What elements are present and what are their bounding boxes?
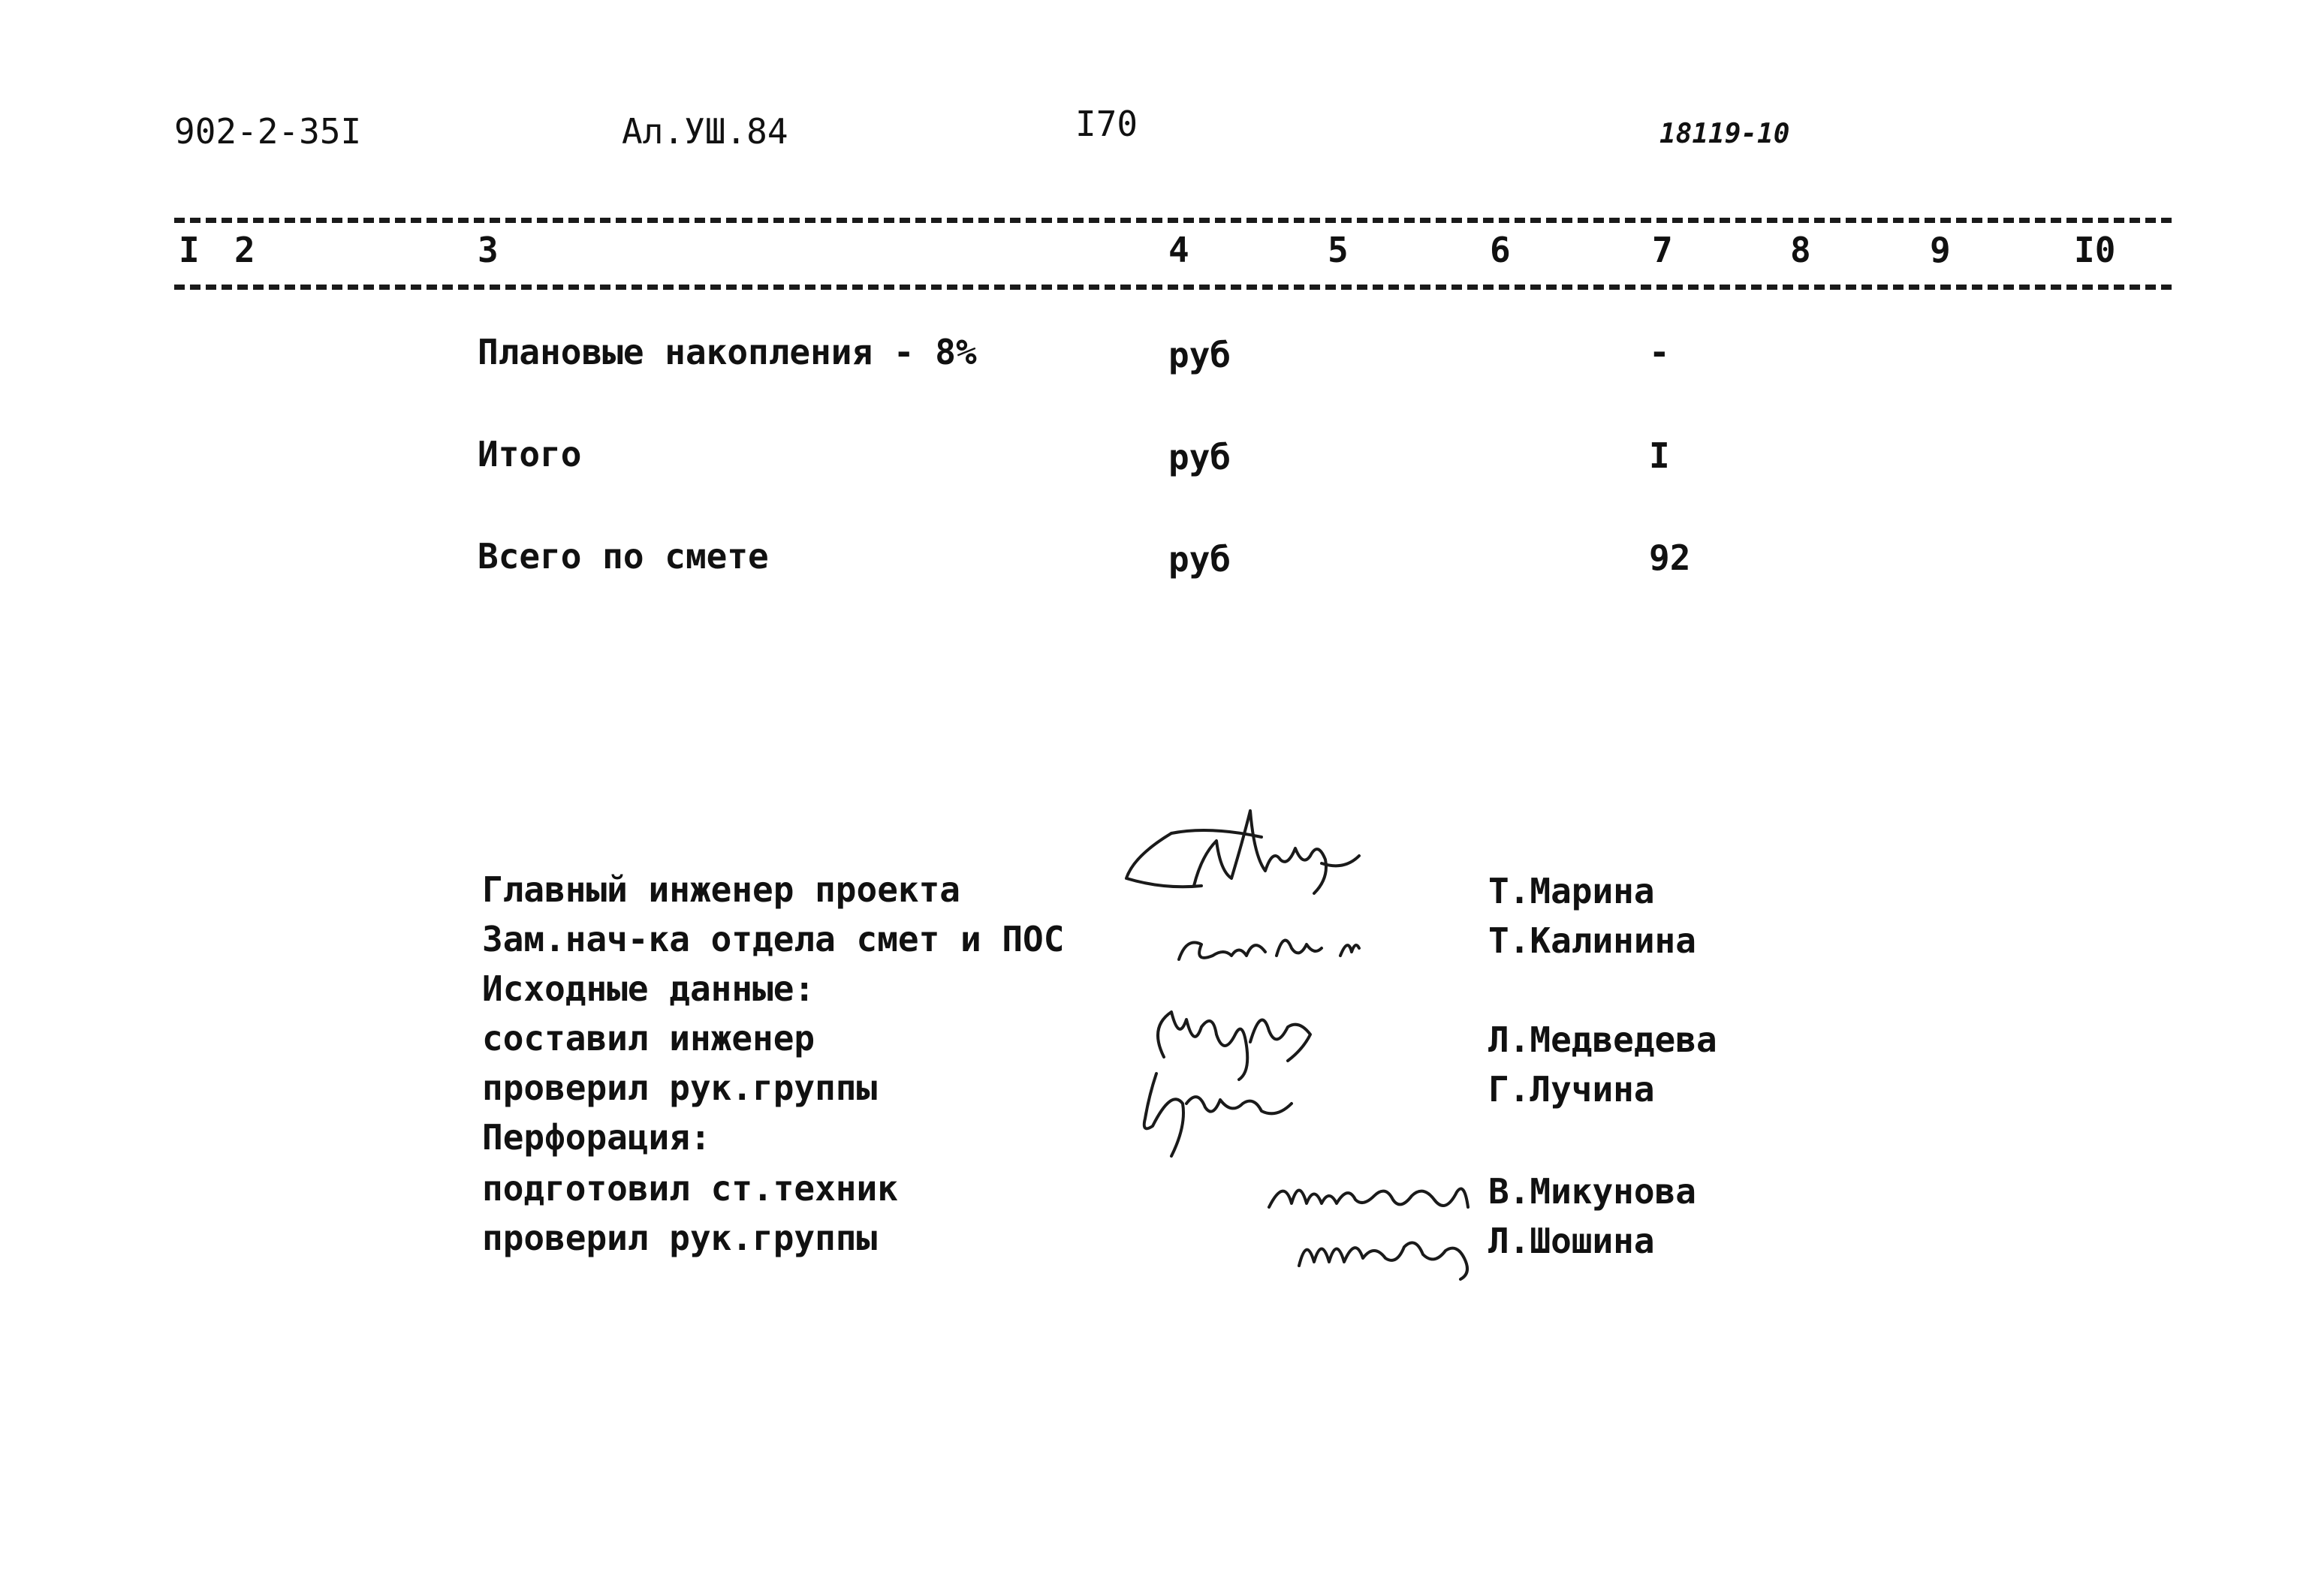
column-number-6: 6 <box>1490 230 1511 270</box>
table-header-bottom-rule <box>174 285 2172 290</box>
signature-section-perforation: Перфорация: <box>482 1117 711 1158</box>
signature-section-source-data: Исходные данные: <box>482 968 815 1009</box>
row-label-planned-savings: Плановые накопления - 8% <box>478 332 977 372</box>
signature-role-deputy-head: Зам.нач-ка отдела смет и ПОС <box>482 919 1065 959</box>
row-unit-planned-savings: руб <box>1168 335 1231 375</box>
table-top-rule <box>174 218 2172 223</box>
reference-number: 18119-10 <box>1659 119 1790 149</box>
row-value-estimate-total: 92 <box>1649 538 1691 578</box>
signature-role-checked-by-perforation: проверил рук.группы <box>482 1218 878 1258</box>
document-serial-number: 902-2-35I <box>174 111 362 152</box>
handwritten-signature-kalinina <box>1171 914 1382 974</box>
column-number-3: 3 <box>478 230 499 270</box>
handwritten-signature-shoshina <box>1292 1213 1487 1281</box>
column-number-9: 9 <box>1930 230 1951 270</box>
signature-role-prepared-by: подготовил ст.техник <box>482 1168 898 1209</box>
page-number: I70 <box>1075 104 1138 144</box>
album-number: Ал.УШ.84 <box>622 111 788 152</box>
column-number-1: I <box>179 230 200 270</box>
column-number-2: 2 <box>234 230 255 270</box>
signature-role-chief-engineer: Главный инженер проекта <box>482 869 960 910</box>
column-number-7: 7 <box>1652 230 1673 270</box>
column-number-4: 4 <box>1168 230 1189 270</box>
column-number-8: 8 <box>1790 230 1811 270</box>
signatory-name-luchina: Г.Лучина <box>1488 1069 1655 1110</box>
signatory-name-kalinina: Т.Калинина <box>1488 920 1696 961</box>
row-unit-subtotal: руб <box>1168 437 1231 477</box>
handwritten-signature-luchina <box>1126 1058 1307 1164</box>
row-unit-estimate-total: руб <box>1168 539 1231 580</box>
handwritten-signature-marina <box>1119 796 1374 908</box>
row-value-subtotal: I <box>1649 435 1670 476</box>
signatory-name-marina: Т.Марина <box>1488 871 1655 911</box>
signatory-name-shoshina: Л.Шошина <box>1488 1221 1655 1261</box>
column-number-10: I0 <box>2074 230 2116 270</box>
row-value-planned-savings: - <box>1649 332 1670 372</box>
signatory-name-medvedeva: Л.Медведева <box>1488 1019 1717 1060</box>
signature-role-checked-by: проверил рук.группы <box>482 1068 878 1108</box>
row-label-subtotal: Итого <box>478 434 582 474</box>
signatory-name-mikunova: В.Микунова <box>1488 1171 1696 1212</box>
column-number-5: 5 <box>1328 230 1349 270</box>
signature-role-compiled-by: составил инженер <box>482 1018 815 1058</box>
row-label-estimate-total: Всего по смете <box>478 536 769 577</box>
